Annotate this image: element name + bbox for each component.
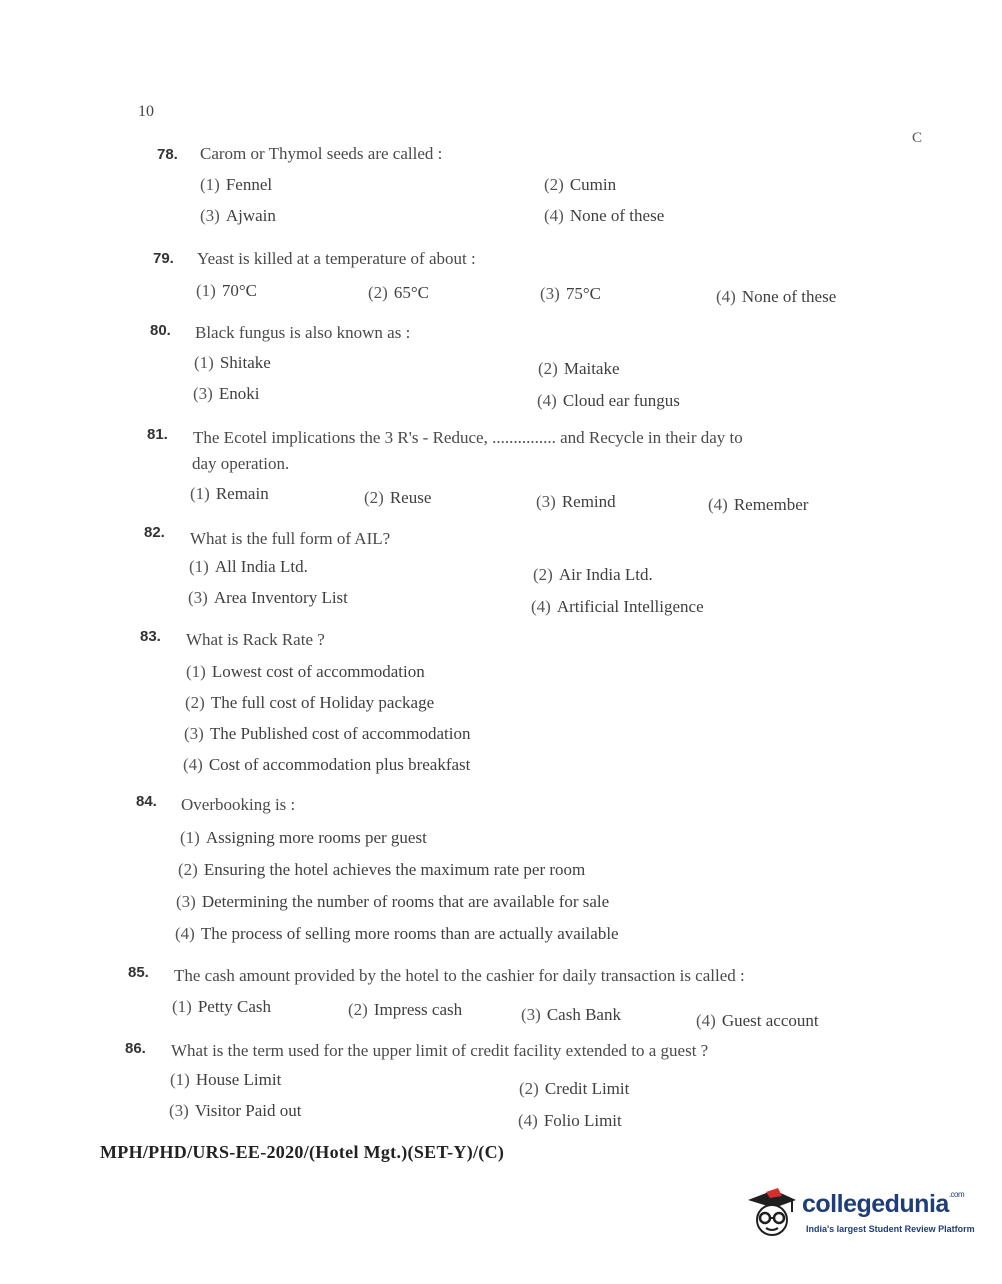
option-4: (4) The process of selling more rooms than are actually available [175, 924, 619, 943]
footer-code: MPH/PHD/URS-EE-2020/(Hotel Mgt.)(SET-Y)/(C) [100, 1142, 505, 1162]
question-number: 81. [147, 426, 168, 443]
question-text: The cash amount provided by the hotel to the cashier for daily transaction is called : [174, 966, 745, 985]
option-1: (1) All India Ltd. [189, 557, 308, 576]
set-letter: C [912, 130, 923, 146]
question-text: Overbooking is : [181, 795, 296, 814]
question-number: 84. [136, 793, 157, 810]
option-4: (4) Cost of accommodation plus breakfast [183, 755, 471, 774]
question-text: Yeast is killed at a temperature of about : [197, 249, 476, 268]
question-number: 80. [150, 322, 171, 339]
question-text: Carom or Thymol seeds are called : [200, 144, 443, 163]
option-4: (4) None of these [716, 287, 837, 306]
page-number: 10 [138, 103, 154, 120]
question-text: What is the term used for the upper limit of credit facility extended to a guest ? [171, 1041, 709, 1060]
option-3: (3) 75°C [540, 284, 601, 303]
question-text: Black fungus is also known as : [195, 323, 411, 342]
option-2: (2) The full cost of Holiday package [185, 693, 435, 712]
logo-name: collegedunia$^{.com}$ [802, 1190, 965, 1218]
option-1: (1) Assigning more rooms per guest [180, 828, 427, 847]
option-1: (1) 70°C [196, 281, 257, 300]
question-text: The Ecotel implications the 3 R's - Reduce, ............... and Recycle in their day to [193, 428, 743, 447]
collegedunia-logo[interactable] [744, 1182, 974, 1242]
logo-tagline: India's largest Student Review Platform [806, 1224, 975, 1234]
question-text: What is Rack Rate ? [186, 630, 325, 649]
option-3: (3) The Published cost of accommodation [184, 724, 471, 743]
option-1: (1) House Limit [170, 1070, 282, 1089]
option-4: (4) Artificial Intelligence [531, 597, 704, 616]
option-4: (4) None of these [544, 206, 665, 225]
option-3: (3) Visitor Paid out [169, 1101, 302, 1120]
question-number: 83. [140, 628, 161, 645]
option-3: (3) Cash Bank [521, 1005, 621, 1024]
option-4: (4) Guest account [696, 1011, 819, 1030]
question-number: 79. [153, 250, 174, 267]
option-3: (3) Ajwain [200, 206, 276, 225]
option-1: (1) Remain [190, 484, 269, 503]
logo-domain-suffix: .com [948, 1190, 965, 1199]
question-number: 86. [125, 1040, 146, 1057]
option-2: (2) Ensuring the hotel achieves the maximum rate per room [178, 860, 586, 879]
option-4: (4) Cloud ear fungus [537, 391, 680, 410]
question-text-continued: day operation. [192, 454, 290, 473]
option-4: (4) Remember [708, 495, 809, 514]
option-1: (1) Lowest cost of accommodation [186, 662, 425, 681]
option-2: (2) Credit Limit [519, 1079, 630, 1098]
student-mascot-icon [744, 1186, 798, 1238]
option-1: (1) Shitake [194, 353, 271, 372]
question-number: 85. [128, 964, 149, 981]
option-2: (2) Cumin [544, 175, 617, 194]
option-2: (2) Air India Ltd. [533, 565, 653, 584]
option-3: (3) Determining the number of rooms that are available for sale [176, 892, 610, 911]
option-2: (2) Reuse [364, 488, 432, 507]
option-3: (3) Enoki [193, 384, 260, 403]
question-number: 78. [157, 146, 178, 163]
question-text: What is the full form of AIL? [190, 529, 391, 548]
option-3: (3) Remind [536, 492, 616, 511]
option-2: (2) 65°C [368, 283, 429, 302]
option-3: (3) Area Inventory List [188, 588, 348, 607]
option-2: (2) Maitake [538, 359, 620, 378]
option-2: (2) Impress cash [348, 1000, 463, 1019]
option-1: (1) Petty Cash [172, 997, 272, 1016]
option-4: (4) Folio Limit [518, 1111, 622, 1130]
question-number: 82. [144, 524, 165, 541]
option-1: (1) Fennel [200, 175, 273, 194]
